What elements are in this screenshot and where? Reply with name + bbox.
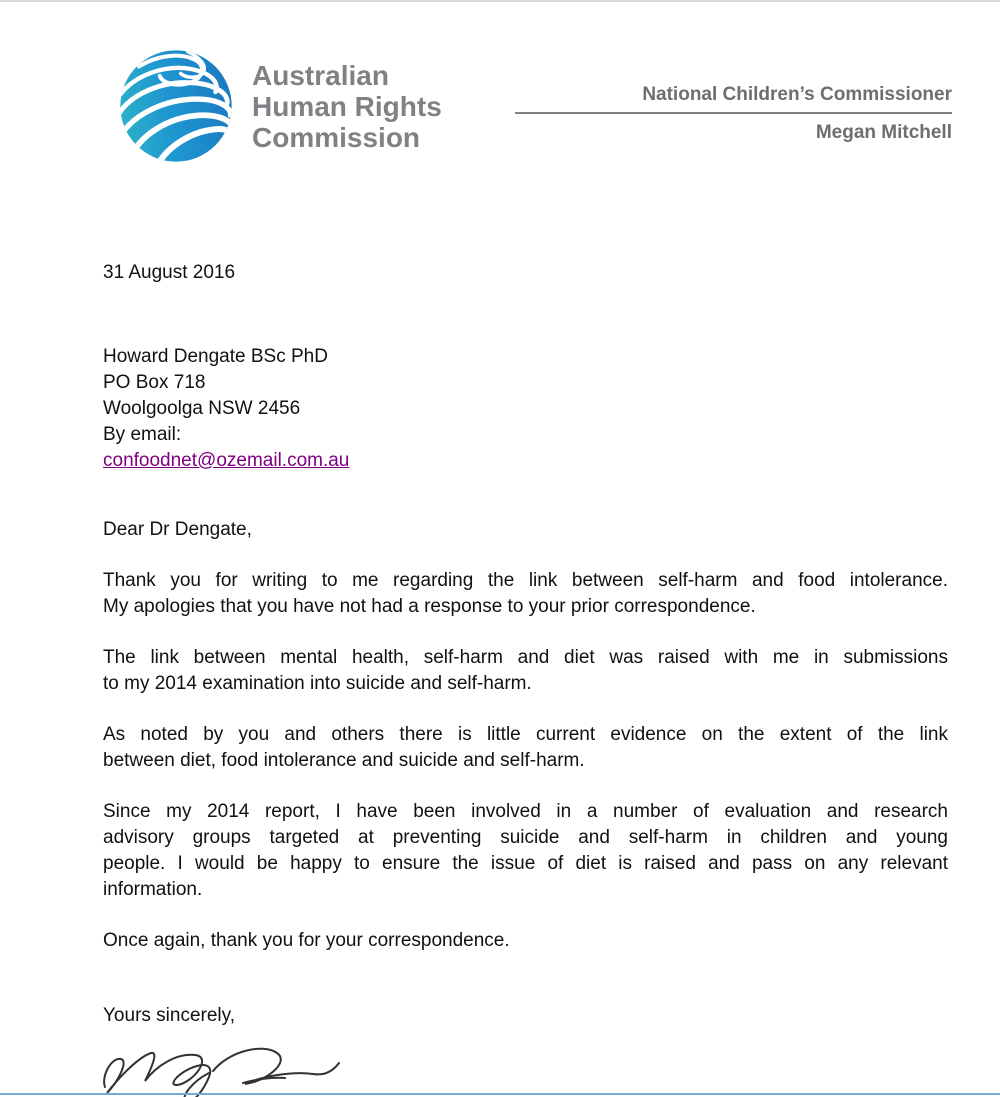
paragraph-line: Once again, thank you for your correspondence. (103, 930, 510, 951)
office-block (515, 84, 952, 144)
paragraph-line: between diet, food intolerance and suicide and self-harm. (103, 750, 585, 771)
paragraph-line: My apologies that you have not had a response to your prior correspondence. (103, 596, 756, 617)
salutation: Dear Dr Dengate, (103, 519, 252, 540)
recipient-block (103, 344, 948, 474)
paragraph (103, 928, 948, 954)
paragraph-line: people. I would be happy to ensure the issue of diet is raised and pass on any relevant (103, 853, 948, 874)
email-link[interactable]: confoodnet@ozemail.com.au (103, 450, 350, 471)
globe-swirl-icon (118, 48, 234, 164)
ahrc-logo (118, 48, 442, 164)
paragraph-line: As noted by you and others there is little current evidence on the extent of the link (103, 724, 948, 745)
org-name-line: Human Rights (252, 90, 442, 122)
recipient-address-line: PO Box 718 (103, 372, 206, 393)
org-name-line: Australian (252, 59, 389, 91)
office-title: National Children’s Commissioner (515, 84, 952, 114)
letter-date: 31 August 2016 (103, 262, 236, 283)
commissioner-name: Megan Mitchell (815, 122, 952, 143)
paragraph (103, 568, 948, 620)
closing: Yours sincerely, (103, 1005, 236, 1026)
recipient-email-line (103, 422, 948, 474)
signature-image (97, 1031, 347, 1097)
paragraph (103, 799, 948, 903)
recipient-address-line: Woolgoolga NSW 2456 (103, 398, 301, 419)
org-name-line: Commission (252, 121, 421, 153)
paragraph-line: information. (103, 879, 203, 900)
paragraph-line: The link between mental health, self-harm and diet was raised with me in submissions (103, 647, 948, 668)
bottom-rule (0, 1093, 1000, 1095)
paragraph-line: Since my 2014 report, I have been involved in a number of evaluation and research (103, 801, 948, 822)
paragraph-line: to my 2014 examination into suicide and self-harm. (103, 673, 532, 694)
letter-body (103, 260, 948, 1097)
paragraph (103, 645, 948, 697)
paragraph (103, 722, 948, 774)
letterhead (0, 48, 1000, 178)
email-label: By email: (103, 424, 182, 445)
org-name (252, 60, 442, 153)
paragraph-line: advisory groups targeted at preventing suicide and self-harm in children and young (103, 827, 948, 848)
recipient-name: Howard Dengate BSc PhD (103, 346, 328, 367)
paragraph-line: Thank you for writing to me regarding the link between self-harm and food intolerance. (103, 570, 948, 591)
